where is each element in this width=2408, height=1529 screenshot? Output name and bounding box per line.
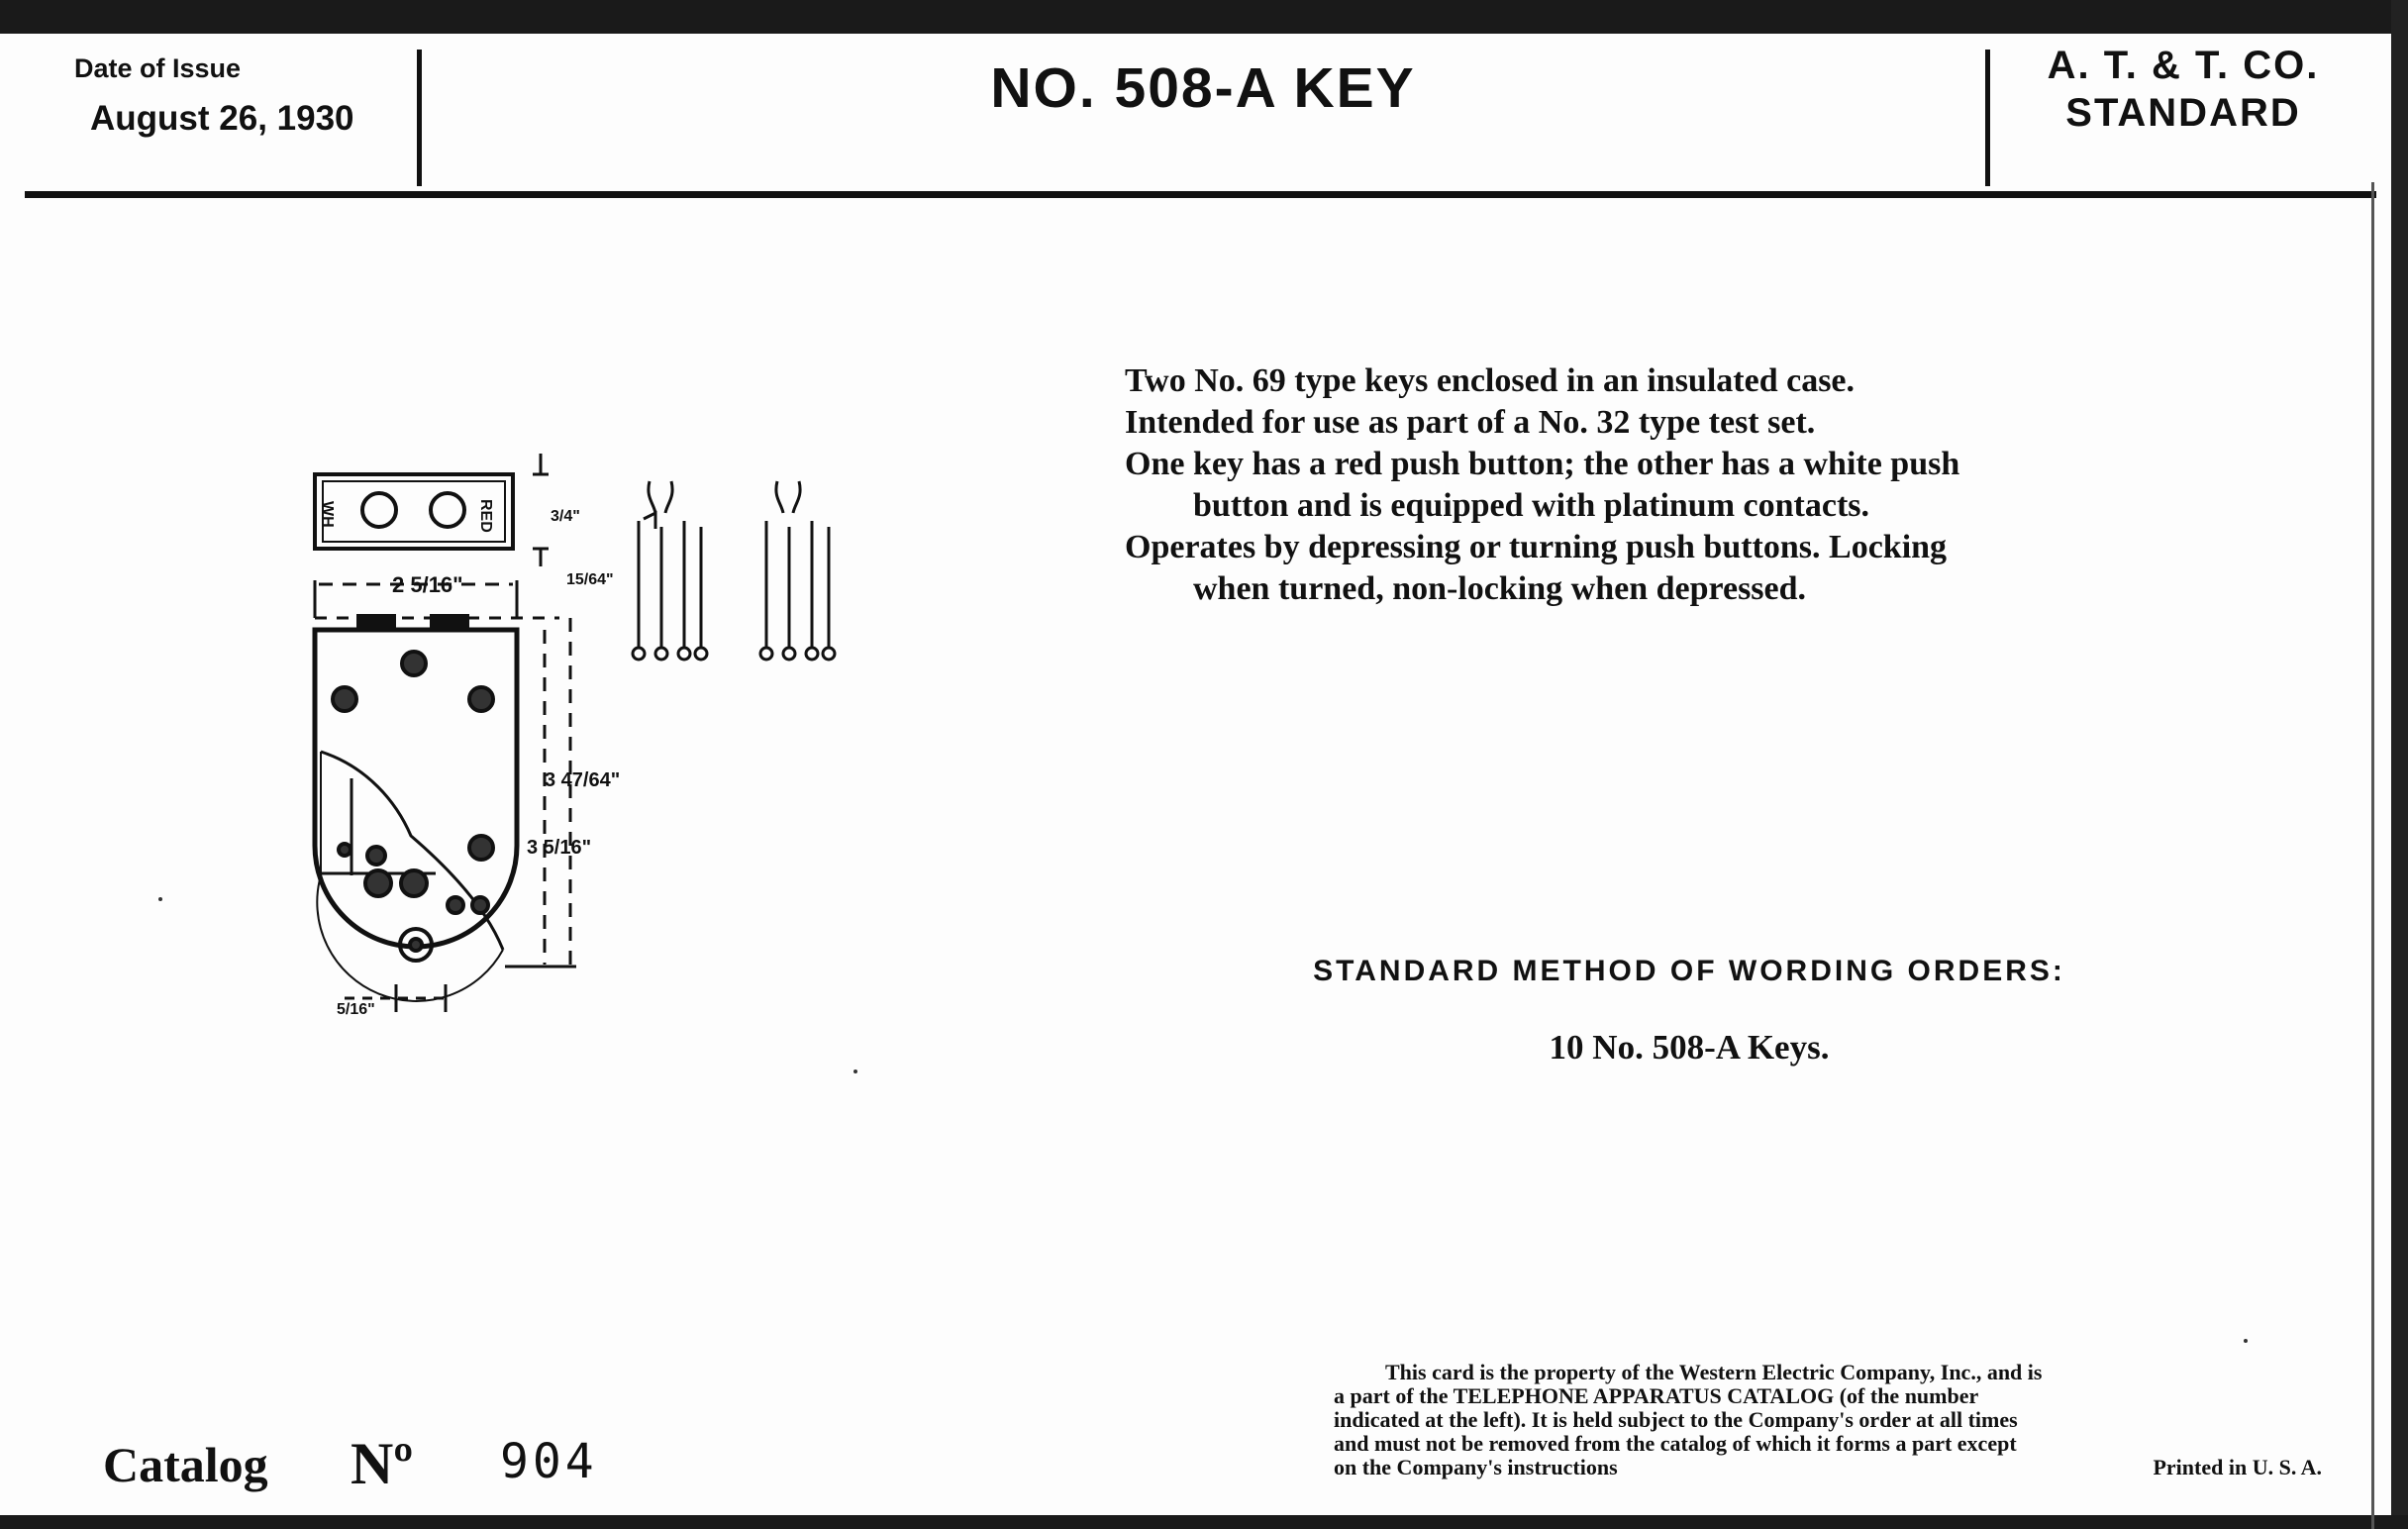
description-line: button and is equipped with platinum contacts. [1193, 487, 1870, 524]
label-red: RED [477, 499, 494, 533]
standard-label: STANDARD [2065, 91, 2301, 135]
issue-label: Date of Issue [74, 53, 242, 83]
catalog-label: Catalog [103, 1437, 268, 1492]
catalog-number: 904 [500, 1434, 598, 1489]
key-drawing [297, 410, 891, 1044]
ordering-heading: STANDARD METHOD OF WORDING ORDERS: [1313, 955, 2065, 987]
description-line: Two No. 69 type keys enclosed in an insulated case. [1125, 362, 1856, 399]
dim-bottom: 5/16" [337, 1001, 375, 1018]
page-title: NO. 508-A KEY [990, 56, 1416, 120]
dim-depth: 3/4" [551, 508, 580, 525]
ordering-example: 10 No. 508-A Keys. [1549, 1028, 1830, 1067]
catalog-card [0, 34, 2391, 1515]
scan-speck [2244, 1339, 2248, 1343]
property-line: on the Company's instructions [1334, 1455, 1618, 1479]
scan-speck [853, 1070, 857, 1073]
dim-width: 2 5/16" [392, 572, 463, 597]
property-line: This card is the property of the Western Electric Company, Inc., and is [1385, 1360, 2043, 1384]
label-white: WH [319, 501, 336, 528]
description-line: when turned, non-locking when depressed. [1193, 570, 1807, 607]
header-rule [25, 191, 2376, 198]
wiring-schematic [633, 481, 835, 660]
scan-speck [158, 897, 162, 901]
key-description [1125, 360, 2125, 610]
catalog-no-label: Nº [351, 1431, 414, 1496]
card-border [2371, 182, 2374, 1529]
dim-top-offset: 15/64" [566, 571, 614, 588]
dim-height-inner: 3 5/16" [527, 837, 592, 859]
issue-date: August 26, 1930 [90, 99, 354, 138]
property-notice [1334, 1361, 2322, 1479]
description-line: One key has a red push button; the other has a white push [1125, 446, 1960, 482]
property-line: indicated at the left). It is held subject to the Company's order at all times [1334, 1407, 2018, 1432]
printed-in: Printed in U. S. A. [2153, 1455, 2322, 1479]
description-line: Intended for use as part of a No. 32 type test set. [1125, 404, 1816, 441]
dim-height-outer: 3 47/64" [545, 769, 621, 791]
property-line: and must not be removed from the catalog of which it forms a part except [1334, 1431, 2017, 1456]
description-line: Operates by depressing or turning push buttons. Locking [1125, 529, 1948, 565]
scan-edge [2391, 0, 2408, 1515]
property-line: a part of the TELEPHONE APPARATUS CATALOG (of the number [1334, 1383, 1979, 1408]
standard-owner: A. T. & T. CO. [2047, 44, 2320, 87]
card-header [25, 34, 2376, 198]
